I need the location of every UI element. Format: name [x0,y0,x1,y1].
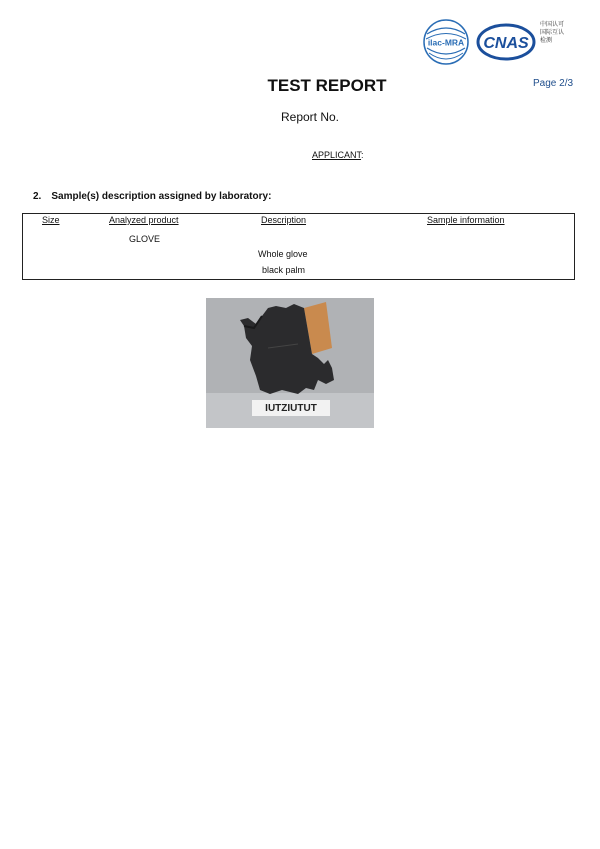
ilac-logo-text: ilac-MRA [427,37,465,48]
report-title: TEST REPORT [267,76,387,95]
section-title: Sample(s) description assigned by laboratory: [51,191,272,202]
cnas-logo [476,22,536,62]
sample-photo [206,298,374,428]
header-description: Description [261,215,307,225]
header-sample-information: Sample information [427,215,505,225]
applicant-colon: : [361,150,364,160]
cell-analyzed-product: GLOVE [129,234,161,244]
photo-label-text: IUTZIUTUT [265,403,317,414]
applicant-label: APPLICANT [312,150,362,160]
ilac-mra-logo [421,18,471,66]
section-number: 2. [33,191,42,202]
header-size: Size [42,215,60,225]
cell-description-line-2: black palm [262,265,306,275]
report-number-label: Report No. [280,110,340,124]
cell-description-line-1: Whole glove [258,249,308,259]
header-analyzed-product: Analyzed product [109,215,179,225]
cnas-chinese-text: 中国认可 国际互认 检测 [540,21,565,44]
page-number: Page 2/3 [533,78,574,89]
cnas-logo-text: CNAS [483,35,529,52]
section-heading [33,191,271,202]
applicant-line [312,150,364,160]
